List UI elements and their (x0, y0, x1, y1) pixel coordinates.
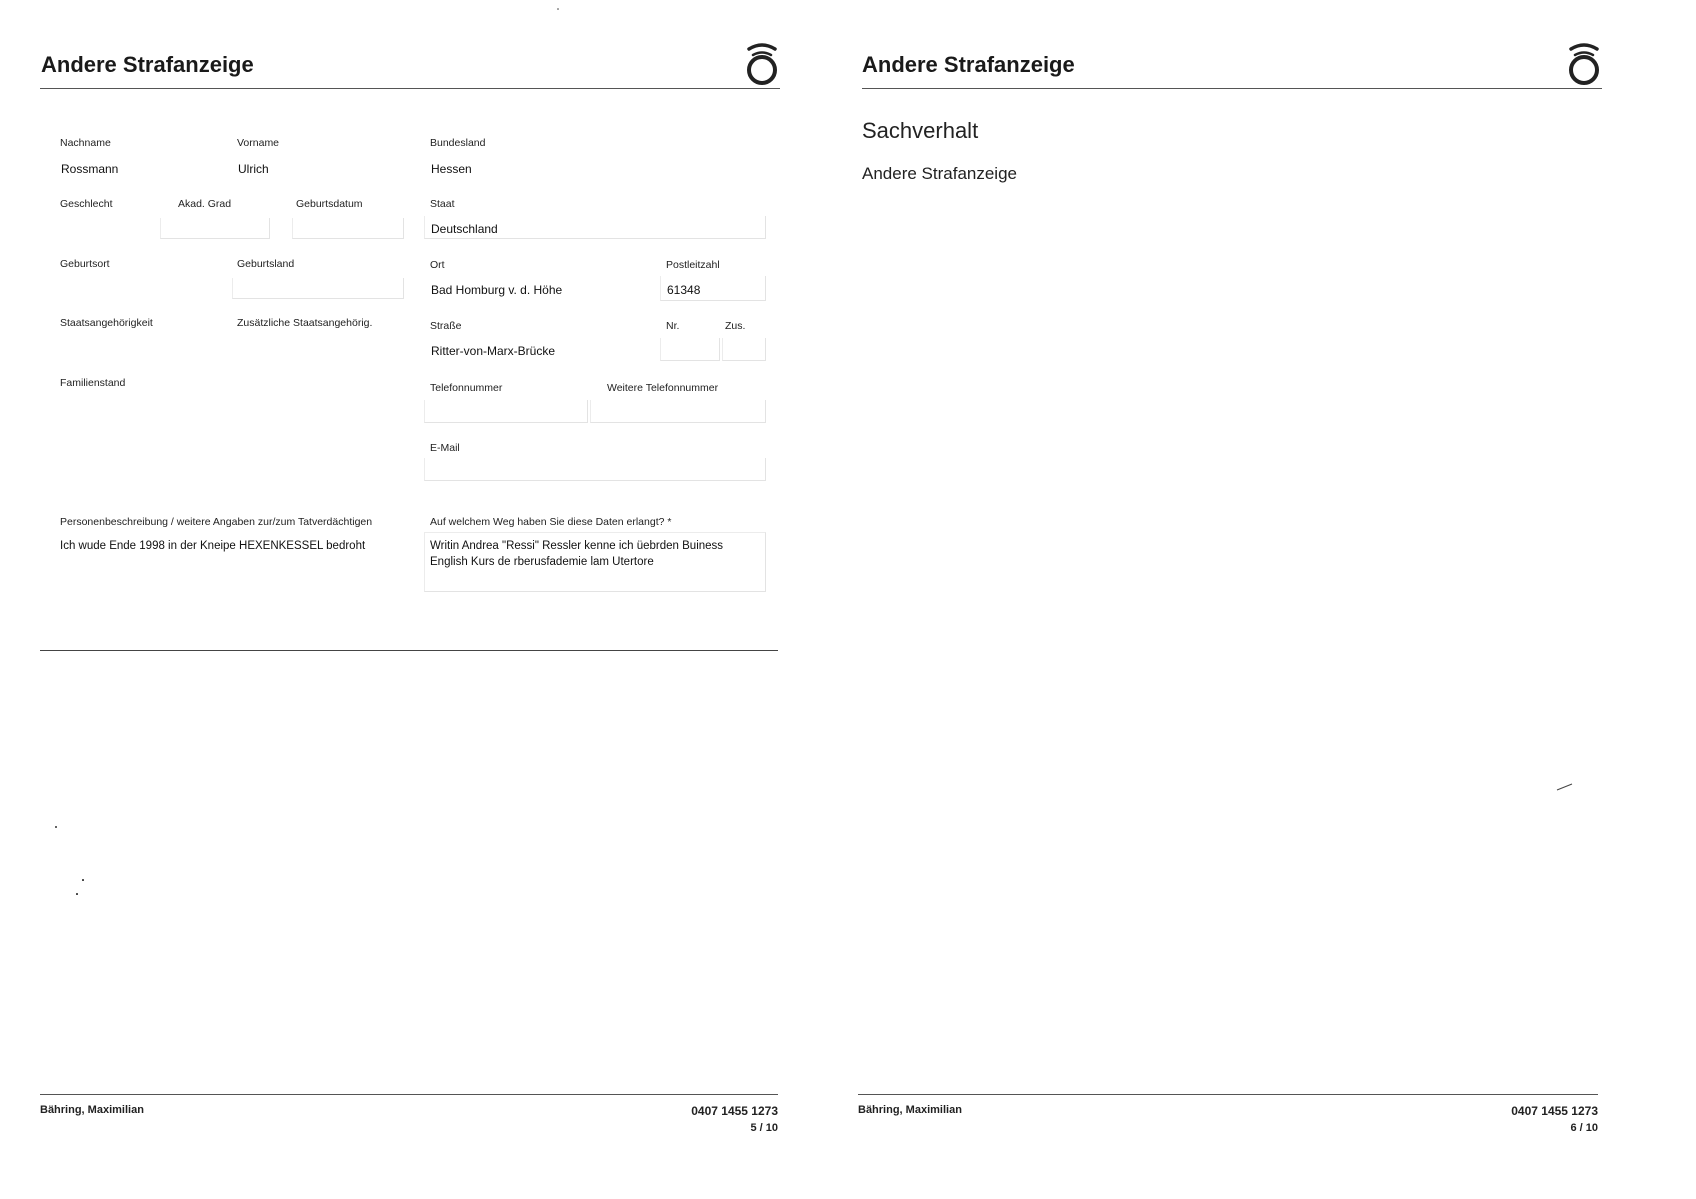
personenbeschreibung-field[interactable]: Ich wude Ende 1998 in der Kneipe HEXENKESSEL bedroht (60, 540, 366, 552)
geburtsdatum-label: Geburtsdatum (296, 198, 363, 210)
scan-speck (76, 893, 78, 895)
weitere-telefon-field[interactable] (590, 400, 766, 423)
police-logo-icon (744, 40, 780, 86)
section-heading: Sachverhalt (862, 118, 979, 143)
zus-staatsangehoerigkeit-label: Zusätzliche Staatsangehörig. (237, 317, 373, 329)
scan-speck (55, 826, 57, 828)
footer-case-number: 0407 1455 1273 (1511, 1104, 1598, 1118)
email-field[interactable] (424, 458, 766, 481)
akad-grad-field[interactable] (160, 218, 270, 239)
datenweg-box (424, 532, 766, 592)
nr-field[interactable] (660, 338, 720, 361)
nachname-label: Nachname (60, 137, 111, 149)
akad-grad-label: Akad. Grad (178, 198, 232, 210)
datenweg-label: Auf welchem Weg haben Sie diese Daten erlangt? * (430, 516, 672, 528)
scan-speck (82, 879, 84, 881)
header-rule (40, 88, 780, 89)
vorname-label: Vorname (237, 137, 280, 149)
staatsangehoerigkeit-label: Staatsangehörigkeit (60, 317, 153, 329)
postleitzahl-box (660, 276, 766, 301)
vorname-field[interactable]: Ulrich (238, 162, 269, 176)
postleitzahl-field[interactable]: 61348 (667, 283, 701, 297)
page-title: Andere Strafanzeige (862, 52, 1075, 77)
email-label: E-Mail (430, 442, 460, 454)
staat-label: Staat (430, 198, 455, 210)
nachname-field[interactable]: Rossmann (61, 162, 119, 176)
footer-author: Bähring, Maximilian (858, 1104, 962, 1116)
footer-page-number: 5 / 10 (750, 1122, 778, 1134)
geburtsland-field[interactable] (232, 278, 404, 299)
telefon-field[interactable] (424, 400, 588, 423)
strasse-field[interactable]: Ritter-von-Marx-Brücke (431, 344, 556, 358)
section-subheading: Andere Strafanzeige (862, 164, 1017, 183)
geburtsdatum-field[interactable] (292, 218, 404, 239)
zus-field[interactable] (722, 338, 766, 361)
nr-label: Nr. (666, 320, 680, 332)
bundesland-label: Bundesland (430, 137, 486, 149)
bundesland-field[interactable]: Hessen (431, 162, 472, 176)
postleitzahl-label: Postleitzahl (666, 259, 720, 271)
ort-field[interactable]: Bad Homburg v. d. Höhe (431, 283, 563, 297)
footer-case-number: 0407 1455 1273 (691, 1104, 778, 1118)
police-logo-icon (1566, 40, 1602, 86)
scan-mark (1556, 782, 1574, 792)
geschlecht-label: Geschlecht (60, 198, 113, 210)
geburtsort-label: Geburtsort (60, 258, 110, 270)
footer-author: Bähring, Maximilian (40, 1104, 144, 1116)
footer-page-number: 6 / 10 (1570, 1122, 1598, 1134)
familienstand-label: Familienstand (60, 377, 126, 389)
weitere-telefon-label: Weitere Telefonnummer (607, 382, 719, 394)
zus-label: Zus. (725, 320, 746, 332)
datenweg-field[interactable]: Writin Andrea "Ressi" Ressler kenne ich üebrden Buiness English Kurs de rberusfademie lam Utertore (430, 540, 724, 568)
strasse-label: Straße (430, 320, 462, 332)
scan-speck (557, 8, 559, 10)
staat-field[interactable]: Deutschland (431, 222, 498, 236)
personenbeschreibung-label: Personenbeschreibung / weitere Angaben zur/zum Tatverdächtigen (60, 516, 373, 528)
ort-label: Ort (430, 259, 445, 271)
staat-box (424, 216, 766, 239)
footer-rule (40, 1094, 778, 1095)
footer-rule (858, 1094, 1598, 1095)
page-5 (0, 0, 820, 1199)
geburtsland-label: Geburtsland (237, 258, 295, 270)
header-rule (862, 88, 1602, 89)
telefon-label: Telefonnummer (430, 382, 503, 394)
page-6 (820, 0, 1696, 1199)
page-title: Andere Strafanzeige (41, 52, 254, 77)
section-rule (40, 650, 778, 651)
